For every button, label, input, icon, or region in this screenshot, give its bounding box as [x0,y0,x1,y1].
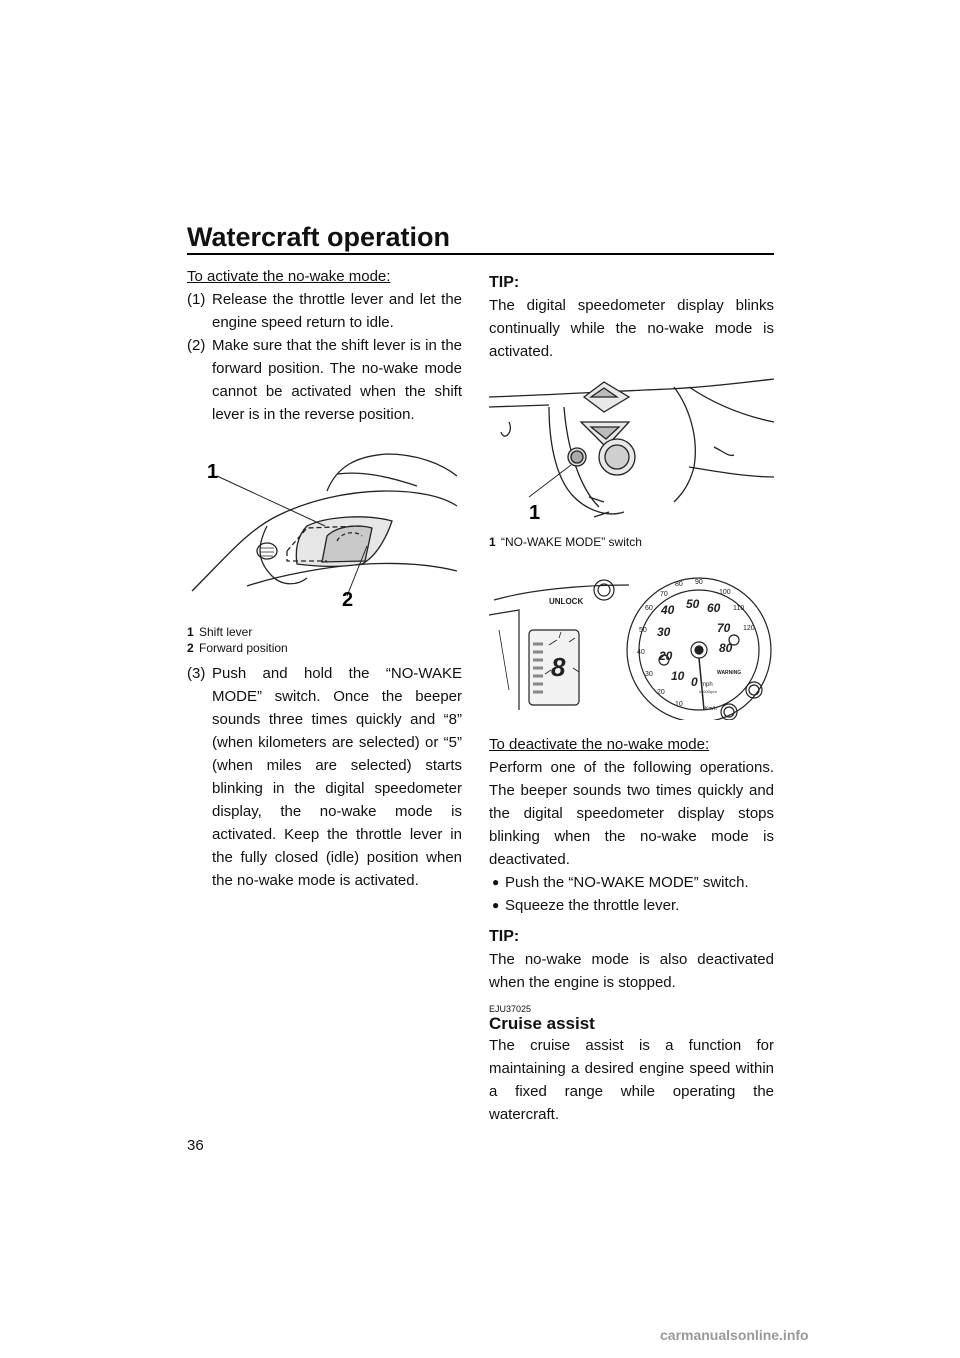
shift-lever-illustration [187,436,462,611]
bullet-text-1: Push the “NO-WAKE MODE” switch. [505,874,749,891]
step-1-text: Release the throttle lever and let the engine speed return to idle. [212,291,462,331]
mph-70: 70 [660,591,668,598]
mph-unit: mph [701,682,713,688]
kmh-80: 80 [719,641,733,655]
unlock-label: UNLOCK [549,597,584,606]
handlebar-switch-illustration [489,377,774,527]
caption-2-text: Forward position [199,641,288,655]
step-1-number: (1) [187,291,206,308]
mph-20: 20 [657,689,665,696]
kmh-10: 10 [671,669,685,683]
mph-90: 90 [695,579,703,586]
section-code: EJU37025 [489,1004,532,1014]
kmh-30: 30 [657,625,671,639]
step-3 [187,662,462,892]
right-column [489,265,774,1126]
kmh-unit: Km/h [705,706,717,712]
switch-figure [489,377,774,534]
tip-1-heading: TIP: [489,274,520,291]
kmh-70: 70 [717,621,731,635]
tip-2-heading: TIP: [489,928,520,945]
step-2-number: (2) [187,337,206,354]
warning-label: WARNING [717,670,742,676]
bullet-icon: ● [492,875,500,889]
mph-100: 100 [719,589,731,596]
caption-1 [187,624,462,640]
figure-label-1: 1 [529,502,541,524]
kmh-20: 20 [659,649,673,663]
tip-2-text: The no-wake mode is also deactivated when the engine is stopped. [489,951,774,991]
section-title: Cruise assist [489,1014,595,1033]
title-rule [187,253,774,255]
caption-2 [187,640,462,656]
mph-120: 120 [743,625,755,632]
mph-60: 60 [645,605,653,612]
speedometer-illustration [489,570,774,720]
mph-50: 50 [639,627,647,634]
kmh-40: 40 [661,603,675,617]
caption-1-number: 1 [187,625,194,639]
deactivate-text: Perform one of the following operations. The beeper sounds two times quickly and the digital speedometer display stops blinking when the no-wake mode is deactivated. [489,759,774,868]
watermark: carmanualsonline.info [660,1327,809,1343]
bullet-icon: ● [492,898,500,912]
section-text: The cruise assist is a function for maintaining a desired engine speed within a fixed range while operating the watercraft. [489,1037,774,1123]
page-title: Watercraft operation [187,222,451,252]
step-3-number: (3) [187,665,206,682]
left-column [187,265,462,892]
kmh-50: 50 [686,597,700,611]
caption-1-text: Shift lever [199,625,253,639]
caption-switch-number: 1 [489,535,496,549]
digital-speed-digit: 8 [551,652,566,682]
step-2-text: Make sure that the shift lever is in the forward position. The no-wake mode cannot be activated when the shift lever is in the reverse position. [212,337,462,423]
step-2 [187,334,462,426]
rpm-unit: x1000rpm [699,689,717,694]
activate-heading: To activate the no-wake mode: [187,268,391,285]
tip-1-text: The digital speedometer display blinks continually while the no-wake mode is activated. [489,297,774,360]
page-number: 36 [187,1137,204,1154]
mph-40: 40 [637,649,645,656]
bullet-text-2: Squeeze the throttle lever. [505,897,680,914]
bullet-item-2 [489,894,774,917]
mph-80: 80 [675,581,683,588]
caption-2-number: 2 [187,641,194,655]
bullet-item-1 [489,871,774,894]
mph-10: 10 [675,701,683,708]
gauge-figure [489,570,774,727]
kmh-60: 60 [707,601,721,615]
kmh-0: 0 [691,675,698,689]
figure-label-2: 2 [342,589,354,611]
step-1 [187,288,462,334]
caption-switch-text: “NO-WAKE MODE” switch [501,535,642,549]
mph-30: 30 [645,671,653,678]
step-3-text: Push and hold the “NO-WAKE MODE” switch. Once the beeper sounds three times quickly and “8” (when kilometers are selected) or “5” (when miles are selected) starts blinking in the digital speedometer display, the no-wake mode is activated. Keep the throttle lever in the fully closed (idle) position when the no-wake mode is activated. [212,665,462,889]
deactivate-heading: To deactivate the no-wake mode: [489,736,710,753]
shift-lever-figure [187,436,462,618]
mph-110: 110 [733,605,745,612]
caption-switch [489,534,774,550]
figure-label-1: 1 [207,461,219,483]
